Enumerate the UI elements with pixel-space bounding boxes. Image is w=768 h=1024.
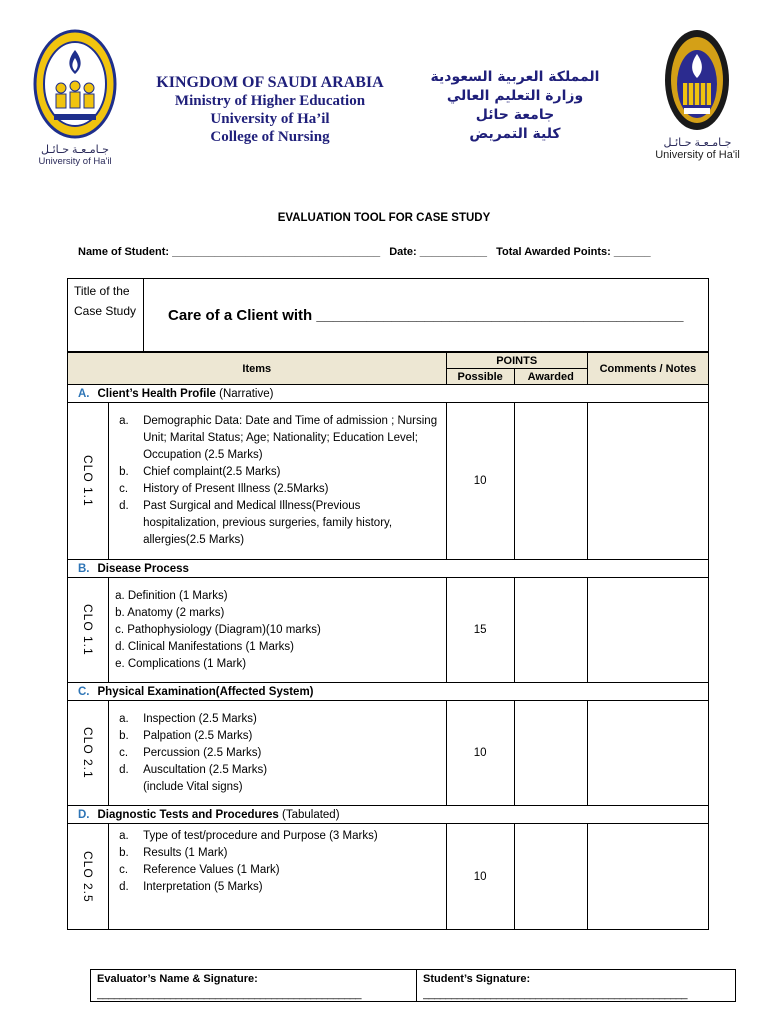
- clo-label: CLO 2.5: [68, 824, 109, 930]
- list-item: a. Inspection (2.5 Marks): [119, 712, 257, 725]
- section-c-header: [68, 683, 709, 701]
- case-title-label: Title of the Case Study: [68, 279, 144, 351]
- list-item: d. Interpretation (5 Marks): [119, 881, 263, 893]
- logo-left-caption-ar: جـامـعـة حـائـل: [41, 144, 109, 156]
- case-title-box: [67, 278, 709, 352]
- section-title: Client’s Health Profile: [97, 387, 216, 400]
- student-info-line: [78, 246, 657, 258]
- section-suffix: (Tabulated): [282, 808, 340, 821]
- total-points-field[interactable]: Total Awarded Points: ______: [496, 246, 651, 258]
- student-signature-label: Student’s Signature:: [423, 973, 531, 985]
- section-a-header: [68, 385, 709, 403]
- college-logo-emblem-icon: [30, 28, 120, 140]
- clo-label: CLO 1.1: [68, 578, 109, 683]
- clo-label: CLO 2.1: [68, 701, 109, 806]
- header-en-college: College of Nursing: [210, 129, 330, 145]
- awarded-header: Awarded: [514, 369, 587, 385]
- list-item: c. Pathophysiology (Diagram)(10 marks): [115, 623, 321, 636]
- section-title: Disease Process: [97, 562, 189, 575]
- section-letter: D.: [78, 808, 90, 821]
- student-signature-line: _______________________________________________: [423, 988, 688, 1000]
- section-b-items: [109, 578, 447, 683]
- header-en-university: University of Ha’il: [210, 111, 330, 127]
- section-suffix: (Narrative): [219, 387, 274, 400]
- list-item: c. Reference Values (1 Mark): [119, 864, 280, 876]
- header-english: [150, 74, 390, 146]
- header-en-kingdom: KINGDOM OF SAUDI ARABIA: [156, 74, 384, 91]
- signature-box: [90, 969, 736, 1002]
- possible-points: 10: [446, 824, 514, 930]
- university-logo-emblem-icon: [650, 28, 745, 133]
- awarded-points-cell[interactable]: [514, 701, 587, 806]
- evaluator-signature-cell[interactable]: [91, 970, 417, 1001]
- table-header-row: [68, 353, 709, 369]
- list-item: c. History of Present Illness (2.5Marks): [119, 483, 329, 495]
- list-item: a. Demographic Data: Date and Time of admission ; Nursing Unit; Marital Status; Age; Nationality; Education Level; Occupation (2.5 Marks): [119, 415, 438, 461]
- header-en-ministry: Ministry of Higher Education: [174, 93, 366, 109]
- list-item: d. Clinical Manifestations (1 Marks): [115, 640, 295, 653]
- list-item: d. Past Surgical and Medical Illness(Previous hospitalization, previous surgeries, family history, allergies(2.5 Marks): [119, 500, 393, 546]
- student-name-field[interactable]: Name of Student: __________________________________: [78, 246, 381, 258]
- logo-left-caption-en: University of Ha'il: [38, 156, 112, 167]
- comments-cell[interactable]: [587, 824, 708, 930]
- comments-header: Comments / Notes: [587, 353, 708, 385]
- section-d-header: [68, 806, 709, 824]
- logo-right-caption-en: University of Ha'il: [655, 149, 740, 161]
- header-ar-kingdom: المملكة العربية السعودية: [430, 69, 600, 85]
- list-item: d. Auscultation (2.5 Marks): [119, 763, 268, 776]
- list-item: b. Chief complaint(2.5 Marks): [119, 466, 281, 478]
- section-d-row: [68, 824, 709, 930]
- section-c-row: [68, 701, 709, 806]
- document-title: EVALUATION TOOL FOR CASE STUDY: [277, 212, 491, 224]
- section-letter: B.: [78, 562, 90, 575]
- list-item: a. Definition (1 Marks): [115, 589, 228, 602]
- awarded-points-cell[interactable]: [514, 403, 587, 560]
- section-title: Physical Examination(Affected System): [97, 685, 314, 698]
- section-title: Diagnostic Tests and Procedures: [97, 808, 279, 821]
- list-item: e. Complications (1 Mark): [115, 657, 247, 670]
- header-arabic: [430, 68, 600, 144]
- list-item: b. Results (1 Mark): [119, 847, 228, 859]
- possible-points: 15: [446, 578, 514, 683]
- case-title-value[interactable]: Care of a Client with ____________________________________________: [168, 307, 684, 324]
- evaluator-signature-line: _______________________________________________: [97, 988, 362, 1000]
- college-of-nursing-logo: [30, 28, 120, 173]
- logo-right-caption-ar: جـامـعـة حـائـل: [663, 137, 732, 149]
- possible-points: 10: [446, 701, 514, 806]
- possible-points: 10: [446, 403, 514, 560]
- clo-label: CLO 1.1: [68, 403, 109, 560]
- awarded-points-cell[interactable]: [514, 824, 587, 930]
- evaluation-table: [67, 352, 709, 930]
- section-a-row: [68, 403, 709, 560]
- list-item: b. Anatomy (2 marks): [115, 606, 225, 619]
- list-item: b. Palpation (2.5 Marks): [119, 729, 253, 742]
- header-ar-university: جامعة حائل: [475, 107, 555, 123]
- section-c-items: [109, 701, 447, 806]
- evaluator-signature-label: Evaluator’s Name & Signature:: [97, 973, 258, 985]
- list-item: c. Percussion (2.5 Marks): [119, 746, 262, 759]
- awarded-points-cell[interactable]: [514, 578, 587, 683]
- section-d-items: [109, 824, 447, 930]
- possible-header: Possible: [446, 369, 514, 385]
- points-header: POINTS: [446, 353, 587, 369]
- items-header: Items: [68, 353, 447, 385]
- comments-cell[interactable]: [587, 701, 708, 806]
- comments-cell[interactable]: [587, 578, 708, 683]
- header-ar-ministry: وزارة التعليم العالي: [446, 88, 584, 104]
- date-field[interactable]: Date: ___________: [389, 246, 488, 258]
- list-item: a. Type of test/procedure and Purpose (3 Marks): [119, 830, 378, 842]
- section-b-header: [68, 560, 709, 578]
- section-a-items: [109, 403, 447, 560]
- list-item: (include Vital signs): [143, 780, 243, 793]
- header-ar-college: كلية التمريض: [469, 126, 561, 142]
- section-letter: C.: [78, 685, 90, 698]
- university-of-hail-logo: [650, 28, 745, 168]
- section-letter: A.: [78, 387, 90, 400]
- section-b-row: [68, 578, 709, 683]
- comments-cell[interactable]: [587, 403, 708, 560]
- student-signature-cell[interactable]: [417, 970, 735, 1001]
